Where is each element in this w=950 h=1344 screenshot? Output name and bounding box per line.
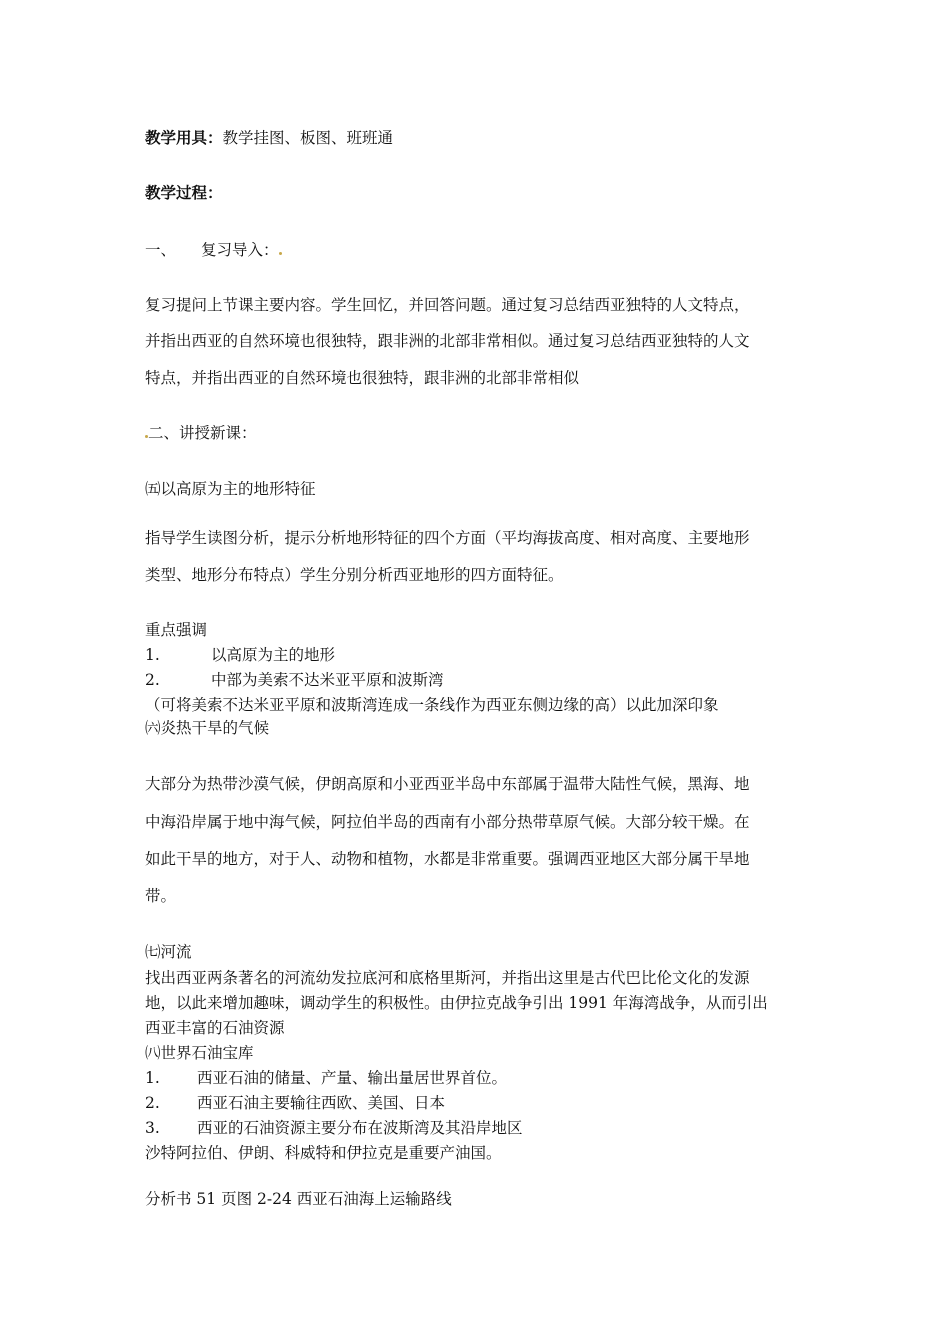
teaching-tools-value: 教学挂图、板图、班班通	[222, 129, 394, 147]
topic-5-heading: ㈤以高原为主的地形特征	[145, 480, 316, 498]
topic-7-heading: ㈦河流	[145, 943, 192, 961]
oil-item	[145, 1093, 445, 1113]
emphasis-item	[145, 670, 444, 690]
emphasis-item-text: 中部为美索不达米亚平原和波斯湾	[211, 671, 444, 689]
section-1-title: 复习导入：	[201, 241, 279, 259]
oil-item-number: 2.	[145, 1094, 160, 1112]
topic-6-paragraph-line: 带。	[145, 887, 177, 905]
oil-summary: 沙特阿拉伯、伊朗、科威特和伊拉克是重要产油国。	[145, 1144, 502, 1162]
topic-6-paragraph-line: 如此干旱的地方，对于人、动物和植物，水都是非常重要。强调西亚地区大部分属干旱地	[145, 850, 750, 868]
emphasis-item-number: 1.	[145, 646, 160, 664]
section-2-title: 二、讲授新课：	[148, 424, 257, 442]
topic-6-paragraph-line: 大部分为热带沙漠气候，伊朗高原和小亚西亚半岛中东部属于温带大陆性气候，黑海、地	[145, 775, 750, 793]
review-paragraph-line: 复习提问上节课主要内容。学生回忆，并回答问题。通过复习总结西亚独特的人文特点，	[145, 296, 750, 314]
oil-item-text: 西亚的石油资源主要分布在波斯湾及其沿岸地区	[197, 1119, 523, 1137]
section-1-number: 一、	[145, 241, 177, 259]
section-2-heading	[145, 423, 257, 443]
emphasis-item	[145, 645, 335, 665]
emphasis-heading: 重点强调	[145, 621, 208, 639]
review-paragraph-line: 并指出西亚的自然环境也很独特，跟非洲的北部非常相似。通过复习总结西亚独特的人文	[145, 332, 750, 350]
oil-item-text: 西亚石油主要输往西欧、美国、日本	[197, 1094, 446, 1112]
mark-dot	[279, 252, 282, 255]
topic-8-heading: ㈧世界石油宝库	[145, 1044, 254, 1062]
teaching-process-heading: 教学过程：	[145, 183, 223, 202]
oil-item-number: 1.	[145, 1069, 160, 1087]
teaching-tools-label: 教学用具：	[145, 128, 223, 147]
section-1-heading	[145, 240, 282, 260]
topic-6-paragraph-line: 中海沿岸属于地中海气候，阿拉伯半岛的西南有小部分热带草原气候。大部分较干燥。在	[145, 813, 750, 831]
oil-item-text: 西亚石油的储量、产量、输出量居世界首位。	[197, 1069, 508, 1087]
oil-item	[145, 1118, 523, 1138]
topic-7-paragraph-line: 地，以此来增加趣味，调动学生的积极性。由伊拉克战争引出 1991 年海湾战争，从而引出	[145, 994, 768, 1012]
emphasis-item-text: 以高原为主的地形	[211, 646, 336, 664]
teaching-tools-line	[145, 128, 393, 148]
topic-7-paragraph-line: 西亚丰富的石油资源	[145, 1019, 285, 1037]
oil-item	[145, 1068, 507, 1088]
emphasis-note: （可将美索不达米亚平原和波斯湾连成一条线作为西亚东侧边缘的高）以此加深印象	[145, 696, 719, 714]
topic-6-heading: ㈥炎热干旱的气候	[145, 719, 270, 737]
review-paragraph-line: 特点，并指出西亚的自然环境也很独特，跟非洲的北部非常相似	[145, 369, 580, 387]
topic-5-paragraph-line: 类型、地形分布特点）学生分别分析西亚地形的四方面特征。	[145, 566, 564, 584]
emphasis-item-number: 2.	[145, 671, 160, 689]
topic-7-paragraph-line: 找出西亚两条著名的河流幼发拉底河和底格里斯河，并指出这里是古代巴比伦文化的发源	[145, 969, 750, 987]
topic-5-paragraph-line: 指导学生读图分析，提示分析地形特征的四个方面（平均海拔高度、相对高度、主要地形	[145, 529, 750, 547]
analysis-line: 分析书 51 页图 2-24 西亚石油海上运输路线	[145, 1190, 452, 1208]
oil-item-number: 3.	[145, 1119, 160, 1137]
